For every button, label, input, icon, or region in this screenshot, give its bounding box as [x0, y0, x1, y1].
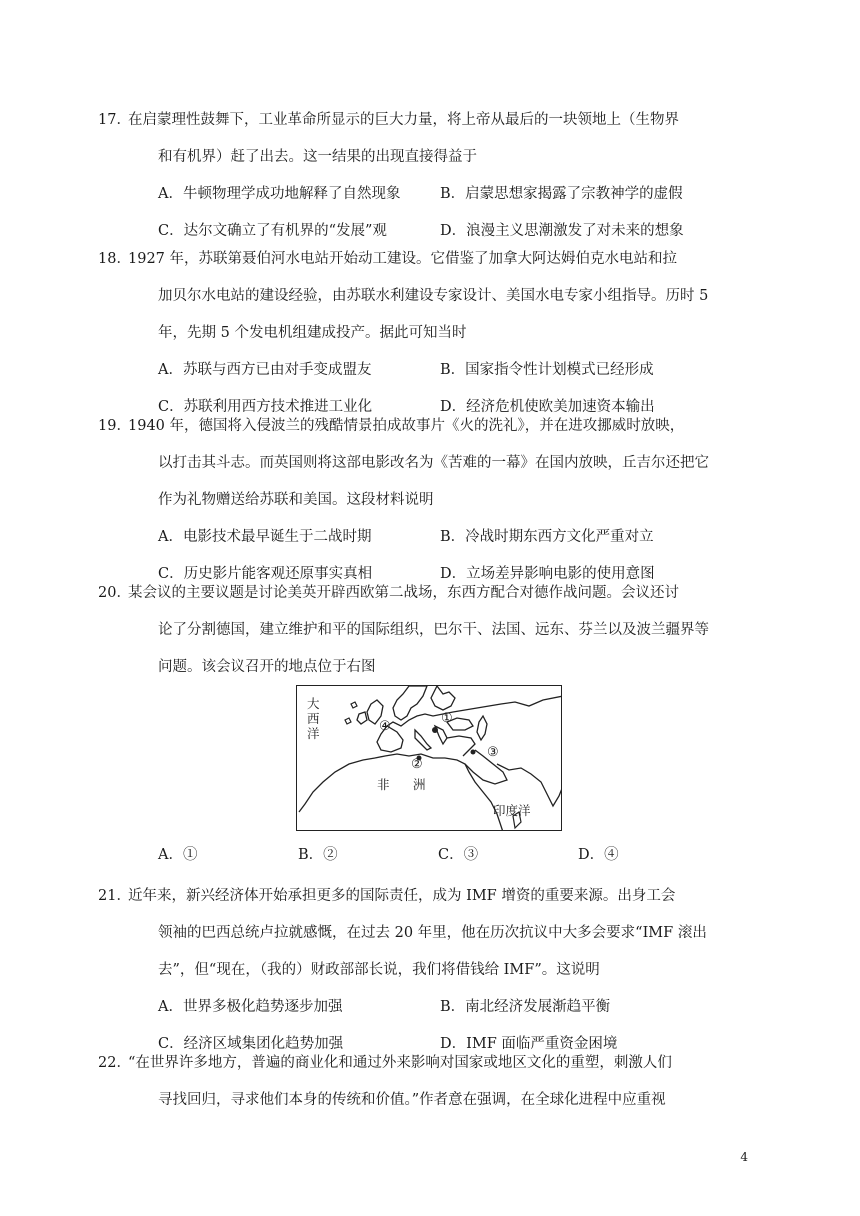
question-22: [98, 1045, 738, 1119]
question-20-options: [128, 837, 738, 874]
question-number: 17．: [98, 112, 131, 128]
options-row: [128, 837, 738, 874]
atlantic-ocean-label: 大 西 洋: [307, 696, 320, 741]
options-row: [128, 519, 738, 556]
option-c[interactable]: C．苏联利用西方技术推进工业化: [158, 399, 373, 415]
map-marker-2: ②: [411, 757, 423, 772]
question-number: 22．: [98, 1055, 131, 1071]
options-row: [128, 989, 738, 1026]
question-17: [98, 102, 738, 250]
option-b[interactable]: B．启蒙思想家揭露了宗教神学的虚假: [440, 186, 683, 202]
option-d[interactable]: D．经济危机使欧美加速资本输出: [440, 399, 655, 415]
world-map-figure: [296, 685, 562, 831]
option-a[interactable]: A．①: [158, 847, 198, 863]
option-c[interactable]: C．达尔文确立了有机界的“发展”观: [158, 223, 387, 239]
options-row: [128, 352, 738, 389]
question-stem-line: 1927 年，苏联第聂伯河水电站开始动工建设。它借鉴了加拿大阿达姆伯克水电站和拉: [128, 251, 678, 267]
question-number: 18．: [98, 251, 131, 267]
option-b[interactable]: B．国家指令性计划模式已经形成: [440, 362, 654, 378]
option-d[interactable]: D．浪漫主义思潮激发了对未来的想象: [440, 223, 684, 239]
question-18: [98, 241, 738, 426]
option-d[interactable]: D．立场差异影响电影的使用意图: [440, 566, 655, 582]
question-stem-line: 近年来，新兴经济体开始承担更多的国际责任，成为 IMF 增资的重要来源。出身工会: [128, 888, 676, 904]
option-a[interactable]: A．世界多极化趋势逐步加强: [158, 999, 343, 1015]
option-a[interactable]: A．苏联与西方已由对手变成盟友: [158, 362, 372, 378]
question-stem-line: 问题。该会议召开的地点位于右图: [158, 659, 376, 675]
africa-label-1: 非: [377, 777, 390, 792]
question-stem-line: 论了分割德国，建立维护和平的国际组织，巴尔干、法国、远东、芬兰以及波兰疆界等: [158, 622, 709, 638]
map-marker-1: ①: [441, 711, 453, 726]
option-a[interactable]: A．牛顿物理学成功地解释了自然现象: [158, 186, 401, 202]
option-b[interactable]: B．②: [298, 847, 338, 863]
question-stem-line: 1940 年，德国将入侵波兰的残酷情景拍成故事片《火的洗礼》，并在进攻挪威时放映，: [128, 418, 685, 434]
question-stem-line: 以打击其斗志。而英国则将这部电影改名为《苦难的一幕》在国内放映，丘吉尔还把它: [158, 455, 709, 471]
question-stem-line: 和有机界）赶了出去。这一结果的出现直接得益于: [158, 149, 477, 165]
question-stem-line: 加贝尔水电站的建设经验，由苏联水利建设专家设计、美国水电专家小组指导。历时 5: [158, 288, 709, 304]
question-number: 20．: [98, 585, 131, 601]
question-stem-line: 作为礼物赠送给苏联和美国。这段材料说明: [158, 492, 434, 508]
question-stem-line: 在启蒙理性鼓舞下，工业革命所显示的巨大力量，将上帝从最后的一块领地上（生物界: [128, 112, 679, 128]
option-b[interactable]: B．南北经济发展渐趋平衡: [440, 999, 611, 1015]
option-d[interactable]: D．④: [578, 847, 619, 863]
option-b[interactable]: B．冷战时期东西方文化严重对立: [440, 529, 654, 545]
question-stem-line: “在世界许多地方，普遍的商业化和通过外来影响对国家或地区文化的重塑，刺激人们: [128, 1055, 672, 1071]
question-number: 19．: [98, 418, 131, 434]
indian-ocean-label: 印度洋: [493, 803, 531, 818]
option-c[interactable]: C．经济区域集团化趋势加强: [158, 1036, 344, 1052]
question-stem-line: 年，先期 5 个发电机组建成投产。据此可知当时: [158, 325, 467, 341]
option-c[interactable]: C．③: [438, 847, 479, 863]
option-c[interactable]: C．历史影片能客观还原事实真相: [158, 566, 373, 582]
options-row: [128, 176, 738, 213]
option-d[interactable]: D．IMF 面临严重资金困境: [440, 1036, 618, 1052]
question-number: 21．: [98, 888, 131, 904]
question-stem-line: 领袖的巴西总统卢拉就感慨，在过去 20 年里，他在历次抗议中大多会要求“IMF 滚出: [158, 925, 707, 941]
question-stem-line: 某会议的主要议题是讨论美英开辟西欧第二战场，东西方配合对德作战问题。会议还讨: [128, 585, 679, 601]
question-20: [98, 575, 738, 686]
map-marker-3: ③: [487, 745, 499, 760]
question-stem-line: 寻找回归，寻求他们本身的传统和价值。”作者意在强调，在全球化进程中应重视: [158, 1092, 666, 1108]
page-number: 4: [740, 1150, 748, 1164]
question-stem-line: 去”，但“现在，（我的）财政部部长说，我们将借钱给 IMF”。这说明: [158, 962, 600, 978]
africa-label-2: 洲: [413, 777, 426, 792]
map-marker-4: ④: [379, 719, 391, 734]
option-a[interactable]: A．电影技术最早诞生于二战时期: [158, 529, 372, 545]
